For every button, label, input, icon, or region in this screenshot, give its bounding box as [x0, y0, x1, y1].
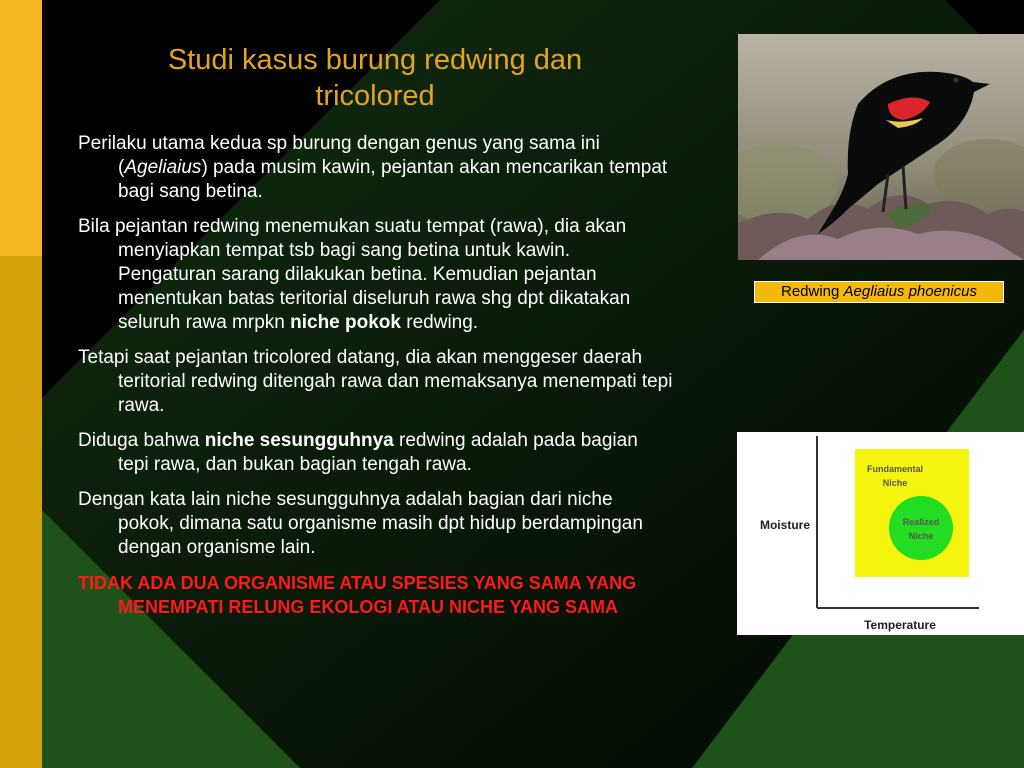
niche-diagram	[737, 432, 1024, 635]
red-winged-blackbird-photo	[738, 34, 1024, 260]
paragraph-4: Diduga bahwa niche sesungguhnya redwing adalah pada bagian tepi rawa, dan bukan bagian tengah rawa.	[78, 430, 638, 475]
realized-niche-label-line-2: Niche	[908, 531, 934, 541]
slide-title: Studi kasus burung redwing dan tricolored	[167, 44, 583, 112]
left-accent-stripe-bottom	[0, 256, 42, 768]
fundamental-niche-label-line-1: Fundamental	[866, 464, 924, 474]
realized-niche-area	[889, 496, 953, 560]
y-axis-label: Moisture	[759, 518, 811, 532]
realized-niche-label-line-1: Realized	[902, 517, 940, 527]
photo-caption: Redwing Aegliaius phoenicus	[754, 281, 1004, 303]
paragraph-5: Dengan kata lain niche sesungguhnya adalah bagian dari niche pokok, dimana satu organisme masih dpt hidup berdampingan dengan organisme lain.	[78, 489, 643, 558]
paragraph-3: Tetapi saat pejantan tricolored datang, dia akan menggeser daerah teritorial redwing ditengah rawa dan memaksanya menempati tepi rawa.	[78, 347, 673, 416]
fundamental-niche-label-line-2: Niche	[882, 478, 908, 488]
paragraph-1: Perilaku utama kedua sp burung dengan genus yang sama ini (Ageliaius) pada musim kawin, pejantan akan mencarikan tempat bagi sang betina.	[78, 133, 668, 202]
slide-body	[78, 132, 673, 630]
paragraph-warning: TIDAK ADA DUA ORGANISME ATAU SPESIES YANG SAMA YANG MENEMPATI RELUNG EKOLOGI ATAU NICHE YANG SAMA	[78, 573, 637, 617]
x-axis-label: Temperature	[864, 618, 936, 632]
left-accent-stripe-top	[0, 0, 42, 256]
paragraph-2: Bila pejantan redwing menemukan suatu tempat (rawa), dia akan menyiapkan tempat tsb bagi sang betina untuk kawin. Pengaturan sarang dilakukan betina. Kemudian pejantan menentukan batas teritorial diseluruh rawa shg dpt dikatakan seluruh rawa mrpkn niche pokok redwing.	[78, 216, 631, 333]
